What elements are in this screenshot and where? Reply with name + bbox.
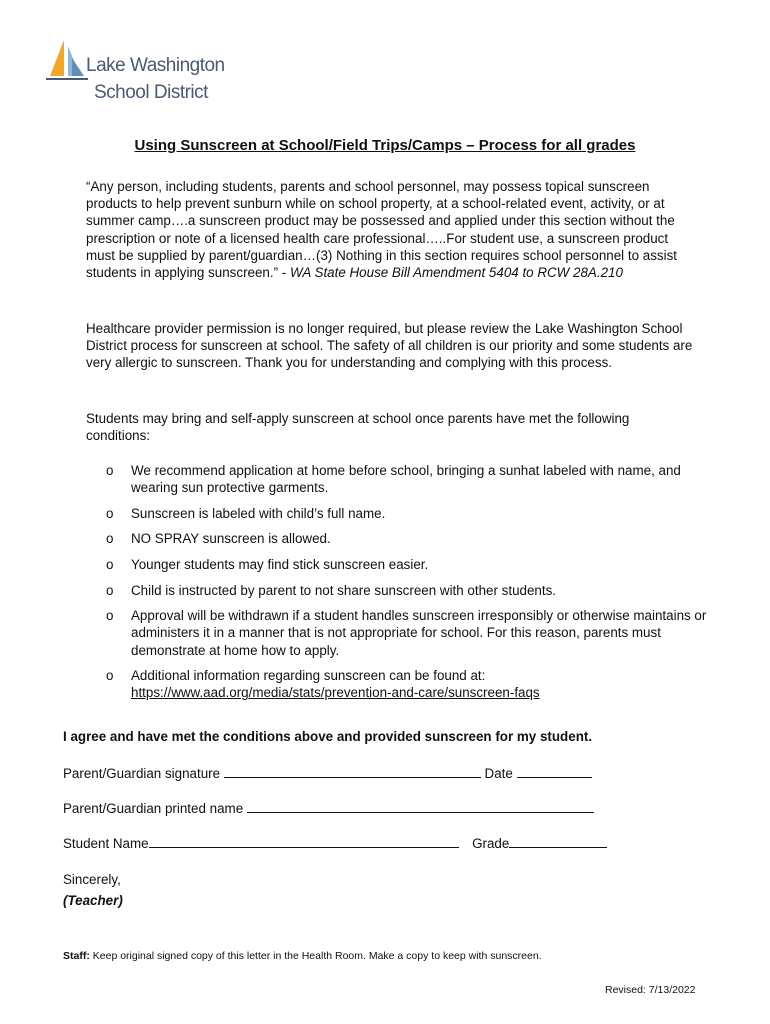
sailboat-icon <box>46 38 90 86</box>
revision-date: Revised: 7/13/2022 <box>605 984 696 996</box>
list-item <box>106 556 716 573</box>
parent-printed-name-label: Parent/Guardian printed name <box>63 801 244 816</box>
bullet-marker: o <box>106 668 114 684</box>
conditions-intro: Students may bring and self-apply sunscreen at school once parents have met the following conditions: <box>86 411 630 444</box>
list-item-text: Younger students may find stick sunscreen easier. <box>131 556 429 572</box>
staff-note <box>63 950 542 962</box>
list-item <box>106 582 716 599</box>
grade-label: Grade <box>472 836 510 851</box>
sunscreen-faq-link[interactable]: https://www.aad.org/media/stats/prevention-and-care/sunscreen-faqs <box>131 685 540 701</box>
logo-line-2: School District <box>94 82 208 103</box>
quote-paragraph <box>86 178 696 281</box>
list-item-text: Sunscreen is labeled with child’s full name. <box>131 505 386 521</box>
list-item <box>106 667 716 701</box>
parent-signature-field[interactable] <box>224 764 481 778</box>
staff-note-text: Keep original signed copy of this letter in the Health Room. Make a copy to keep with sunscreen. <box>92 950 542 962</box>
date-field[interactable] <box>517 764 592 778</box>
bullet-marker: o <box>106 463 114 478</box>
staff-label: Staff: <box>63 950 90 962</box>
date-label: Date <box>484 766 513 781</box>
list-item-text: Additional information regarding sunscreen can be found at: <box>131 668 486 684</box>
list-item <box>106 530 716 547</box>
policy-paragraph: Healthcare provider permission is no longer required, but please review the Lake Washington School District process for sunscreen at school. The safety of all children is our priority and some students are very allergic to sunscreen. Thank you for understanding and complying with this process. <box>86 321 693 371</box>
list-item <box>106 462 716 496</box>
quote-citation: WA State House Bill Amendment 5404 to RCW 28A.210 <box>289 265 623 281</box>
parent-signature-label: Parent/Guardian signature <box>63 766 221 781</box>
logo-line-1: Lake Washington <box>86 55 225 76</box>
quote-text: “Any person, including students, parents and school personnel, may possess topical sunscreen products to help prevent sunburn while on school property, at a school-related event, activity, or at summer camp….a sunscreen product may be possessed and applied under this section without the prescription or note of a licensed health care professional…..For student use, a sunscreen product must be supplied by parent/guardian…(3) Nothing in this section requires school personnel to assist students in applying sunscreen.” - <box>86 179 677 281</box>
parent-printed-name-field[interactable] <box>247 799 594 813</box>
signature-row <box>63 764 592 781</box>
list-item-text: Child is instructed by parent to not share sunscreen with other students. <box>131 582 557 598</box>
bullet-marker: o <box>106 608 114 624</box>
bullet-marker: o <box>106 531 114 547</box>
district-logo <box>46 38 225 108</box>
closing: Sincerely, <box>63 872 121 887</box>
bullet-marker: o <box>106 582 114 598</box>
bullet-marker: o <box>106 505 114 521</box>
conditions-list <box>106 462 716 710</box>
agreement-statement: I agree and have met the conditions above and provided sunscreen for my student. <box>63 729 593 744</box>
student-name-label: Student Name <box>63 836 149 851</box>
teacher-signature: (Teacher) <box>63 893 123 908</box>
list-item-text: NO SPRAY sunscreen is allowed. <box>131 531 331 547</box>
page-title: Using Sunscreen at School/Field Trips/Camps – Process for all grades <box>134 137 636 154</box>
list-item <box>106 505 716 522</box>
list-item <box>106 607 716 659</box>
list-item-text: We recommend application at home before school, bringing a sunhat labeled with name, and wearing sun protective garments. <box>131 463 681 496</box>
student-name-field[interactable] <box>149 834 459 848</box>
list-item-text: Approval will be withdrawn if a student handles sunscreen irresponsibly or otherwise maintains or administers it in a manner that is not appropriate for school. For this reason, parents must demonstrate at home how to apply. <box>131 608 707 658</box>
bullet-marker: o <box>106 556 114 572</box>
printed-name-row <box>63 799 594 816</box>
student-row <box>63 834 607 851</box>
grade-field[interactable] <box>509 834 607 848</box>
